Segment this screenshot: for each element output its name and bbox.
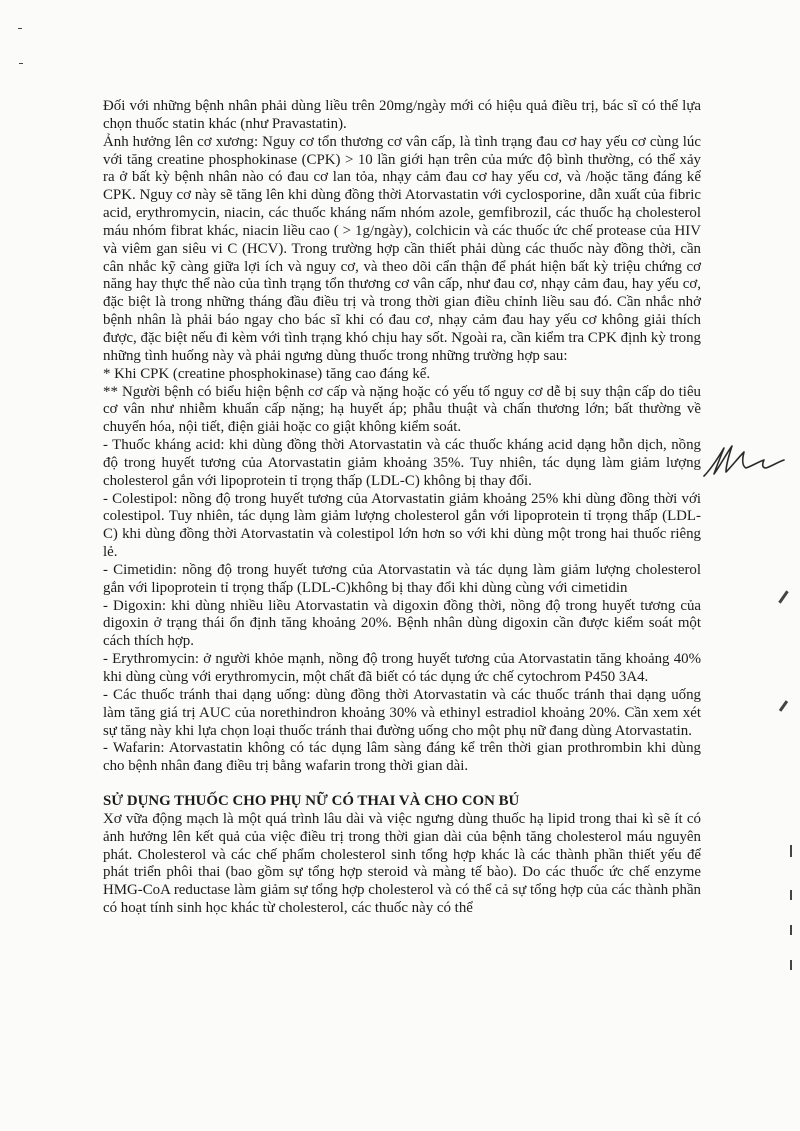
paragraph-cpk-note: * Khi CPK (creatine phosphokinase) tăng cao đáng kể. — [103, 365, 431, 382]
paragraph-digoxin: - Digoxin: khi dùng nhiều liều Atorvastatin và digoxin đồng thời, nồng độ trong huyết tương của digoxin ở trạng thái ổn định tăng khoảng 20%. Bệnh nhân dùng digoxin cần được kiểm soát một cách thích hợp. — [103, 597, 701, 650]
paragraph-cimetidin: - Cimetidin: nồng độ trong huyết tương của Atorvastatin và tác dụng làm giảm lượng cholesterol gắn với lipoprotein tỉ trọng thấp (LDL-C)không bị thay đổi khi dùng cùng với cimetidin — [103, 561, 701, 596]
section-heading-pregnancy: SỬ DỤNG THUỐC CHO PHỤ NỮ CÓ THAI VÀ CHO CON BÚ — [103, 793, 520, 810]
edge-mark-right-4 — [790, 890, 792, 900]
paragraph-risk-factors: ** Người bệnh có biểu hiện bệnh cơ cấp và nặng hoặc có yếu tố nguy cơ dễ bị suy thận cấp do tiêu cơ vân như nhiễm khuẩn cấp nặng; hạ huyết áp; phẫu thuật và chấn thương lớn; bất thường về chuyển hóa, nội tiết, điện giải hoặc co giật không kiểm soát. — [103, 383, 701, 436]
paragraph-pregnancy: Xơ vữa động mạch là một quá trình lâu dài và việc ngưng dùng thuốc hạ lipid trong thai kì sẽ ít có ảnh hưởng lên kết quả của việc điều trị trong thời gian dài của bệnh tăng cholesterol máu nguyên phát. Cholesterol và các chế phẩm cholesterol sinh tổng hợp khác là các thành phần thiết yếu để phát triển phôi thai (bao gồm sự tổng hợp steroid và màng tế bào). Do các thuốc ức chế enzyme HMG-CoA reductase làm giảm sự tổng hợp cholesterol và có thể cả sự tổng hợp của các thành phần có hoạt tính sinh học khác từ cholesterol, các thuốc này có thể — [103, 810, 701, 917]
edge-mark-right-6 — [790, 960, 792, 970]
handwritten-signature — [700, 440, 790, 480]
paragraph-wafarin: - Wafarin: Atorvastatin không có tác dụng lâm sàng đáng kể trên thời gian prothrombin khi dùng cho bệnh nhân đang điều trị bằng wafarin trong thời gian dài. — [103, 740, 701, 775]
edge-mark-right-5 — [790, 925, 792, 935]
paragraph-colestipol: - Colestipol: nồng độ trong huyết tương của Atorvastatin giảm khoảng 25% khi dùng đồng thời với colestipol. Tuy nhiên, tác dụng làm giảm lượng cholesterol gắn với lipoprotein tỉ trọng thấp (LDL-C) khi dùng đồng thời Atorvastatin và colestipol lớn hơn so với khi dùng một trong hai thuốc riêng lẻ. — [103, 490, 701, 561]
paragraph-antacid: - Thuốc kháng acid: khi dùng đồng thời Atorvastatin và các thuốc kháng acid dạng hỗn dịch, nồng độ trong huyết tương của Atorvastatin giảm khoảng 35%. Tuy nhiên, tác dụng làm giảm lượng cholesterol gắn với lipoprotein tỉ trọng thấp (LDL-C) không bị thay đổi. — [103, 437, 701, 489]
edge-mark-right-1 — [778, 590, 788, 603]
edge-mark-right-2 — [779, 700, 788, 712]
edge-mark-right-3 — [790, 845, 792, 857]
document-body — [103, 98, 701, 918]
scan-mark-top-left-2 — [19, 63, 23, 64]
paragraph-musculoskeletal: Ảnh hưởng lên cơ xương: Nguy cơ tổn thương cơ vân cấp, là tình trạng đau cơ hay yếu cơ cùng lúc với tăng creatine phosphokinase (CPK) > 10 lần giới hạn trên của mức độ bình thường, có thể xảy ra ở bất kỳ bệnh nhân nào có đau cơ lan tỏa, nhạy cảm đau cơ hay yếu cơ, và /hoặc tăng đáng kể CPK. Nguy cơ này sẽ tăng lên khi dùng đồng thời Atorvastatin với cyclosporine, dẫn xuất của fibric acid, erythromycin, niacin, các thuốc kháng nấm nhóm azole, gemfibrozil, các thuốc hạ cholesterol máu nhóm fibrat khác, niacin liều cao ( > 1g/ngày), colchicin và các thuốc ức chế protease của HIV và viêm gan siêu vi C (HCV). Trong trường hợp cần thiết phải dùng các thuốc này đồng thời, cần cân nhắc kỹ càng giữa lợi ích và nguy cơ, và theo dõi cẩn thận để phát hiện bất kỳ triệu chứng cơ năng hay thực thể nào của tình trạng tổn thương cơ vân cấp, như đau cơ, nhạy cảm đau, hay yếu cơ, đặc biệt là trong những tháng đầu điều trị và trong thời gian điều chỉnh liều sau đó. Cần nhắc nhở bệnh nhân là phải báo ngay cho bác sĩ khi có đau cơ, nhạy cảm đau hay yếu cơ không giải thích được, đặc biệt nếu đi kèm với tình trạng khó chịu hay sốt. Ngoài ra, cần kiểm tra CPK định kỳ trong những tình huống này và phải ngưng dùng thuốc trong những trường hợp sau: — [103, 133, 701, 364]
paragraph-statin-dose: Đối với những bệnh nhân phải dùng liều trên 20mg/ngày mới có hiệu quả điều trị, bác sĩ có thể lựa chọn thuốc statin khác (như Pravastatin). — [103, 98, 701, 132]
paragraph-erythromycin: - Erythromycin: ở người khỏe mạnh, nồng độ trong huyết tương của Atorvastatin tăng khoảng 40% khi dùng cùng với erythromycin, một chất đã biết có tác dụng ức chế cytochrom P450 3A4. — [103, 651, 701, 685]
paragraph-oral-contraceptives: - Các thuốc tránh thai dạng uống: dùng đồng thời Atorvastatin và các thuốc tránh thai dạng uống làm tăng giá trị AUC của norethindron khoảng 30% và ethinyl estradiol khoảng 20%. Cần xem xét sự tăng này khi lựa chọn loại thuốc tránh thai đường uống cho một phụ nữ đang dùng Atorvastatin. — [103, 686, 701, 739]
scan-mark-top-left-1 — [18, 28, 22, 29]
